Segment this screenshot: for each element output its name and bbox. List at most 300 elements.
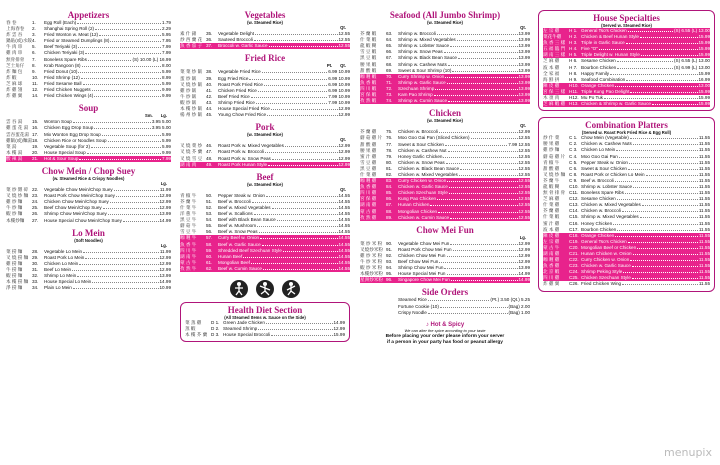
menu-item-name: Shrimp w. Mixed Vegetables xyxy=(398,37,456,43)
leader-dots xyxy=(452,68,517,72)
menu-item-name: Chicken Fried Rice xyxy=(218,87,257,93)
menu-item-name: Chicken w. Mixed Vegetables xyxy=(581,202,641,208)
menu-item-chinese: 牛 撈 麵 xyxy=(6,267,23,272)
menu-item-price: 15.99 xyxy=(698,52,710,58)
menu-item-price: 12.55 xyxy=(518,214,530,220)
menu-item-number: 15. xyxy=(32,119,39,125)
allergy-note-1: Before placing your order please inform your server xyxy=(385,333,505,339)
leader-dots xyxy=(255,31,337,35)
menu-item-price: 14.55 xyxy=(338,241,350,247)
menu-item-number: 49. xyxy=(206,161,213,167)
leader-dots xyxy=(613,221,698,225)
leader-dots xyxy=(637,245,698,249)
menu-item-name: Moo Goo Gai Pan xyxy=(581,153,618,159)
menu-item-name: Roast Pork Chow Mein/Chop Suey xyxy=(44,193,115,199)
menu-item-number: 60. xyxy=(206,253,213,259)
menu-item xyxy=(543,101,710,107)
menu-item xyxy=(180,112,350,118)
leader-dots xyxy=(617,227,698,231)
menu-item-name: Chicken w. Broccoli xyxy=(581,208,621,214)
menu-item-name: Plain Lo Mein xyxy=(44,285,72,291)
menu-item-number: 64. xyxy=(386,37,393,43)
menu-item-name: Sweet & Sour Shrimp (10) xyxy=(398,67,452,73)
menu-item-chinese: 腰 果 雞 xyxy=(543,141,560,147)
menu-item-price: 7.95 xyxy=(162,38,171,44)
health-title: Health Diet Section xyxy=(227,305,303,315)
menu-item-number: H10. xyxy=(569,82,579,88)
menu-item-name: Roast Pork w. Mixed Vegetables xyxy=(218,143,284,149)
leader-dots xyxy=(630,257,698,261)
menu-item-price: 14.55 xyxy=(338,204,350,210)
menu-item-number: C13. xyxy=(569,202,579,208)
menu-item-chinese: 無 骨 排 骨 xyxy=(543,190,566,196)
leader-dots xyxy=(459,172,518,176)
menu-item-name: Szechuan Shrimp xyxy=(398,85,435,91)
leader-dots xyxy=(85,50,161,54)
menu-item-name: Mix Wonton Egg Drop Soup xyxy=(44,131,101,137)
menu-item-name: Shrimp w. Garlic Sauce xyxy=(398,79,446,85)
menu-item-chinese: 蘑 菇 牛 xyxy=(180,223,197,229)
leader-dots xyxy=(453,247,518,251)
menu-item-price: 11.55 xyxy=(698,147,710,153)
combination-platters-box xyxy=(538,117,715,291)
menu-item-price: 8.00 xyxy=(162,62,171,68)
menu-item-name: Chicken w. Black Bean Sauce xyxy=(398,165,460,171)
leader-dots xyxy=(430,202,517,206)
menu-item-number: 61. xyxy=(206,259,213,265)
menu-item-name: Fried Wonton w. Meat (12) xyxy=(44,32,99,38)
menu-item-price: 12.99 xyxy=(333,326,345,332)
menu-item-price: 15.99 xyxy=(698,95,710,101)
menu-item-name: Five "O" xyxy=(581,46,598,52)
menu-item-name: Steamed Rice xyxy=(398,297,427,303)
menu-item-name: Chicken w. Garlic Sauce xyxy=(581,263,631,269)
seafood-subtitle: (w. Steamed Rice) xyxy=(427,20,463,25)
menu-item-name: Shrimp w. Lobster Sauce xyxy=(398,43,450,49)
menu-item-chinese: 湖 南 牛 xyxy=(180,253,197,259)
menu-item-name: Shrimp Chow Mein/Chop Suey xyxy=(44,211,107,217)
leader-dots xyxy=(450,43,517,47)
menu-item-number: H11. xyxy=(569,88,579,94)
menu-item-name: Beef w. Cumin Sauce xyxy=(218,265,262,271)
leader-dots xyxy=(114,187,159,191)
menu-item-chinese: 咖 喱 雞 xyxy=(360,178,377,184)
leader-dots xyxy=(617,65,673,69)
menu-item-price: 13.99 xyxy=(518,43,530,49)
menu-item-name: Bourbon Chicken xyxy=(581,226,617,232)
beef-size-header: Qt. xyxy=(340,186,346,192)
menu-item-number: C 8. xyxy=(569,171,578,177)
menu-item-price: 11.55 xyxy=(698,202,710,208)
menu-item-price: 12.55 xyxy=(518,202,530,208)
menu-item-chinese: 左 宗 雞 xyxy=(543,238,560,244)
menu-item-name: Vegetable Chow Mein/Chop Suey xyxy=(44,187,113,193)
leader-dots xyxy=(77,273,158,277)
menu-item-name: Beef w. Snow Peas xyxy=(218,229,258,235)
menu-item-number: 35. xyxy=(206,31,213,37)
menu-item-price: 14.55 xyxy=(338,247,350,253)
menu-item-name: Sesame Chicken xyxy=(581,196,616,202)
menu-item-number: 52. xyxy=(206,204,213,210)
leader-dots xyxy=(443,154,517,158)
menu-item-name: Kam Pao Shrimp xyxy=(398,92,433,98)
leader-dots xyxy=(254,37,338,41)
menu-item-chinese: 炸 麵 包 xyxy=(6,68,23,74)
menu-item-name: Chicken & Shrimp w. Garlic Sauce xyxy=(581,101,651,107)
menu-item-price: 5.99 xyxy=(162,143,171,149)
menu-item-chinese: 芝 麻 球 xyxy=(6,80,23,86)
chowmein-size-header: Lg. xyxy=(160,180,167,186)
menu-item-chinese: 雞 炒 麵 xyxy=(543,147,560,153)
menu-item xyxy=(180,162,350,168)
menu-item-number: D 1. xyxy=(211,320,220,325)
menu-item-number: C14. xyxy=(569,208,579,214)
leader-dots xyxy=(450,241,517,245)
menu-item-chinese: 四 川 牛 xyxy=(180,247,197,253)
menu-item-price: 12.99 xyxy=(338,112,350,118)
menu-item-number: C 1. xyxy=(569,135,578,141)
leader-dots xyxy=(254,211,338,215)
menu-item-name: Mongolian Chicken xyxy=(398,208,438,214)
menu-item-number: 89. xyxy=(386,214,393,220)
menu-item-chinese: 芥 蘭 雞 xyxy=(360,129,377,135)
menu-item-chinese: 魚 香 茄 子 xyxy=(180,43,203,49)
leader-dots xyxy=(447,178,517,182)
vegetables-list xyxy=(180,31,350,49)
menu-item-chinese: 魚 香 雞 xyxy=(543,263,560,269)
menu-item-chinese: 雞飯(或)麵湯 xyxy=(6,137,33,143)
menu-item-name: Chicken Chow Mei Fun xyxy=(398,253,446,258)
menu-item-number: C 5. xyxy=(569,159,578,165)
leader-dots xyxy=(428,310,508,314)
menu-item-chinese: 雲吞蛋花湯 xyxy=(6,131,29,137)
menu-item-name: Shanghai Spring Roll (2) xyxy=(44,26,95,32)
menu-item-chinese: 蒙 古 雞 xyxy=(360,208,377,214)
menu-item-number: C 9. xyxy=(569,177,578,183)
menu-item-chinese: 雞 蛋 花 湯 xyxy=(6,125,29,131)
menu-item-price: 14.99 xyxy=(518,277,530,283)
menu-item-number: 76. xyxy=(386,135,393,141)
menu-item-number: 20. xyxy=(32,149,39,155)
leader-dots xyxy=(458,55,518,59)
menu-item-number: 42. xyxy=(206,93,213,99)
leader-dots xyxy=(439,129,518,133)
menu-item-price: 11.55 xyxy=(698,196,710,202)
menu-item-price: 12.55 xyxy=(518,159,530,165)
seafood-title: Seafood (All Jumbo Shrimp) xyxy=(389,10,501,20)
menu-item-chinese: 青 椒 牛 xyxy=(180,192,197,198)
menu-item-name: Beef Fried Rice xyxy=(218,93,250,99)
friedrice-title: Fried Rice xyxy=(244,53,286,64)
menu-item-chinese: 上海春卷 xyxy=(6,26,25,32)
menu-item-number: 88. xyxy=(386,208,393,214)
leader-dots xyxy=(94,93,161,97)
menu-item-name: Triple Delight w. Hunan Style xyxy=(581,52,640,58)
menu-item-name: Mu Po Tuk xyxy=(581,95,603,101)
leader-dots xyxy=(449,184,518,188)
menu-item-price: 6.99 10.99 xyxy=(328,87,350,93)
menu-item-number: 36. xyxy=(206,37,213,43)
menu-item-price: 13.99 xyxy=(518,98,530,104)
menu-item-name: Broccoli w. Garlic Sauce xyxy=(218,43,268,49)
menu-item-number: 55. xyxy=(206,223,213,229)
menu-item-name: Beef w. Mixed Vegetables xyxy=(218,204,271,210)
menu-item-price: 12.55 xyxy=(518,178,530,184)
leader-dots xyxy=(267,112,337,116)
menu-item-chinese: 芝 麻 雞 xyxy=(543,58,560,64)
menu-item-price: (S) 6.99 (L) 13.00 xyxy=(673,64,710,70)
menu-item-name: Chicken w. Cashew Nuts xyxy=(581,141,632,147)
menu-item-price: 12.99 xyxy=(518,259,530,265)
house-specialties-box xyxy=(538,10,715,111)
leader-dots xyxy=(266,193,338,197)
leader-dots xyxy=(123,218,159,222)
leader-dots xyxy=(471,135,518,139)
menu-item-name: House Special Broccoli xyxy=(223,332,271,338)
seafood-list xyxy=(360,31,530,104)
pork-size-header: Qt. xyxy=(340,137,346,143)
menu-item-number: 94. xyxy=(386,265,393,271)
leader-dots xyxy=(640,34,698,38)
menu-item-chinese: 腰 果 雞 xyxy=(360,147,377,153)
menu-item-name: Steamed Shrimp xyxy=(223,326,258,332)
menu-item-name: Fried Chicken Wing xyxy=(581,281,622,287)
menu-item-price: 6.99 10.99 xyxy=(328,81,350,87)
menu-item-chinese: 雞 炒 飯 xyxy=(180,87,197,93)
menu-item-number: H 2. xyxy=(569,34,578,40)
leader-dots xyxy=(108,138,161,142)
leader-dots xyxy=(445,74,517,78)
leader-dots xyxy=(277,217,338,221)
pork-list xyxy=(180,143,350,167)
menu-item-price: 13.99 xyxy=(518,55,530,61)
leader-dots xyxy=(272,205,338,209)
menu-item-name: Vegetable Fried Rice xyxy=(218,69,261,75)
menu-item-number: C12. xyxy=(569,196,579,202)
leader-dots xyxy=(448,62,518,66)
menu-item-name: Green Jade Chicken xyxy=(223,320,265,325)
menu-item-price: 9.99 xyxy=(162,87,171,93)
menu-item-chinese: 鍋貼(或)水餃 xyxy=(6,38,33,44)
menu-item-chinese: 本 樓 湯 xyxy=(6,149,23,155)
menu-item-number: 67. xyxy=(386,55,393,61)
menu-item-number: 51. xyxy=(206,198,213,204)
menu-item-name: House Special Lo Mein xyxy=(44,279,92,285)
menu-item-chinese: 牛 炒 麵 xyxy=(6,205,23,211)
menu-item-price: 13.99 xyxy=(518,37,530,43)
menu-item-name: Shrimp w. Broccoli xyxy=(398,31,436,37)
leader-dots xyxy=(271,332,332,336)
menu-item-name: Shrimp w. Cumin Sauce xyxy=(398,98,448,104)
menu-item xyxy=(180,43,350,49)
menu-item-name: Curry Shrimp w. Onion xyxy=(398,73,445,79)
leader-dots xyxy=(251,94,328,98)
menu-item-number: H 4. xyxy=(569,46,578,52)
menu-item-price: 13.99 xyxy=(159,211,171,217)
menu-item-chinese: 咖 喱 牛 xyxy=(180,235,197,241)
menu-item-name: Sauteed Broccoli xyxy=(218,37,253,43)
leader-dots xyxy=(116,193,159,197)
menu-item-chinese: 本 樓 芥 蘭 xyxy=(185,332,208,338)
leader-dots xyxy=(642,202,698,206)
leader-dots xyxy=(81,75,161,79)
menu-item-price: 5.99 xyxy=(162,137,171,143)
menu-item-chinese: 黑 豆 雞 xyxy=(360,165,377,171)
menu-item-name: Chicken Egg Drop Soup xyxy=(44,125,94,131)
menu-item-price: 11.55 xyxy=(698,257,710,263)
menu-item-number: 81. xyxy=(386,165,393,171)
leader-dots xyxy=(444,265,517,269)
menu-item-price: 14.55 xyxy=(338,217,350,223)
menu-item-chinese: 黑 豆 蝦 xyxy=(360,55,377,61)
leader-dots xyxy=(626,40,698,44)
menu-item xyxy=(6,156,171,162)
leader-dots xyxy=(103,205,159,209)
leader-dots xyxy=(652,101,698,105)
leader-dots xyxy=(460,166,517,170)
vegetables-title: Vegetables xyxy=(244,10,286,20)
menu-item-number: 83. xyxy=(386,178,393,184)
menu-item-price: 7.99 xyxy=(162,50,171,56)
menu-item-name: Beef w. Broccoli xyxy=(218,198,251,204)
combo-list xyxy=(543,135,710,287)
menu-item-price: 11.55 xyxy=(698,177,710,183)
menu-item-price: (S) 6.55 (L) 13.00 xyxy=(673,28,710,33)
menu-item-chinese: 牛 肉 串 xyxy=(6,44,23,50)
menu-item-number: 12. xyxy=(32,87,39,93)
menu-item-number: 34. xyxy=(32,285,39,291)
menu-item-chinese: 炸 雲 吞 xyxy=(6,32,23,38)
menu-item-price: 11.55 xyxy=(698,208,710,214)
menu-item-chinese: 魚 香 牛 xyxy=(180,241,197,247)
leader-dots xyxy=(448,98,517,102)
menu-item-number: 72. xyxy=(386,85,393,91)
leader-dots xyxy=(622,281,698,285)
combo-subtitle: (Served w. Roast Pork Fried Rice & Egg Roll) xyxy=(581,130,672,136)
menu-item-number: 57. xyxy=(206,235,213,241)
menu-item-chinese: 炸 雞 翼 xyxy=(543,281,560,287)
menu-item-name: Moo Goo Gai Pan (Sliced Chicken) xyxy=(398,135,470,141)
menu-item-number: 59. xyxy=(206,247,213,253)
menu-item-price: 7.99 12.55 xyxy=(508,141,530,147)
menu-item-name: Pepper Steak w. Onion xyxy=(218,192,265,198)
menu-item-number: 23. xyxy=(32,193,39,199)
menu-item-number: H12. xyxy=(569,95,579,101)
menu-item-chinese: 菜 菜 炒 飯 xyxy=(180,69,203,75)
menu-item-number: C18. xyxy=(569,232,579,238)
menu-item-number: 91. xyxy=(386,246,393,252)
menu-item-price: 11.55 xyxy=(698,251,710,256)
health-subtitle: (All Steamed Items w. Sauce on the Side) xyxy=(224,315,306,320)
menu-item-name: Young Chow Fried Rice xyxy=(218,112,267,118)
menu-item-number: 22. xyxy=(32,187,39,193)
menu-item-name: Chicken w. Mixed Vegetables xyxy=(398,171,458,177)
menu-item-number: 56. xyxy=(206,229,213,235)
menu-item-number: 1. xyxy=(32,20,36,25)
menu-item-price: 11.55 xyxy=(698,214,710,220)
menu-item-number: 47. xyxy=(206,149,213,155)
menu-item-number: 41. xyxy=(206,87,213,93)
menu-item-number: 19. xyxy=(32,143,39,149)
watermark: menupix xyxy=(664,446,712,459)
menu-item-number: 11. xyxy=(32,80,39,86)
menu-item-price: 14.55 xyxy=(338,192,350,198)
menu-item-number: 37. xyxy=(206,43,213,49)
menu-item-number: C22. xyxy=(569,257,579,263)
menu-item-price: 5.95 xyxy=(162,32,171,38)
leader-dots xyxy=(626,77,697,81)
menu-item-name: Chicken Szechuan Style xyxy=(581,275,631,281)
menu-item-name: Chicken Szechuan Style xyxy=(398,190,448,196)
leader-dots xyxy=(72,267,158,271)
leader-dots xyxy=(451,277,518,281)
menu-item-number: C10. xyxy=(569,183,579,189)
menu-item-chinese: 波 本 雞 xyxy=(543,226,560,232)
menu-item-number: H 5. xyxy=(569,52,578,58)
menu-item-name: Shrimp w. Lobster Sauce xyxy=(581,183,633,189)
menu-item-price: 12.99 xyxy=(338,143,350,149)
menu-item-chinese: 叉 燒 雪 豆 xyxy=(180,155,203,161)
menu-item-name: Curry Chicken w. Onion xyxy=(581,257,630,263)
menu-item-chinese: 蝦 炒 米 粉 xyxy=(360,265,383,271)
menu-item-chinese: 北 京 蝦 xyxy=(543,269,560,275)
menu-item-chinese: 叉 燒 菜 炒 xyxy=(180,143,203,149)
vegetables-size-header: Qt. xyxy=(340,25,346,30)
menu-item-chinese: 蘑 菇 雞 片 xyxy=(360,135,383,141)
menu-item-number: 95. xyxy=(386,271,393,277)
leader-dots xyxy=(619,154,698,158)
menu-item-price: 9.99 xyxy=(162,149,171,155)
menu-item-name: General Tso's Chicken xyxy=(581,238,627,244)
menu-item-price: 6.99 10.99 xyxy=(328,75,350,81)
leader-dots xyxy=(83,249,159,253)
menu-item-price: 14.55 xyxy=(338,198,350,204)
menu-item-name: Chicken Teriyaki (3) xyxy=(44,50,85,56)
menu-item-number: 31. xyxy=(32,267,39,272)
menu-item-name: Vegetable Soup (for 2) xyxy=(44,143,90,149)
menu-item-price: 13.99 xyxy=(518,73,530,79)
leader-dots xyxy=(604,95,698,99)
leader-dots xyxy=(266,320,333,324)
menu-item-name: Beef w. Scallions xyxy=(218,211,253,217)
menu-item-number: H 9. xyxy=(569,76,578,82)
column-4 xyxy=(538,6,715,292)
pork-title: Pork xyxy=(255,122,275,133)
menu-item-number: 9. xyxy=(32,68,36,74)
soup-size-header: Sm. Lg. xyxy=(145,113,167,119)
menu-item-name: Sweet & Sour Chicken xyxy=(581,165,627,171)
menu-item-price: (Bag) 2.00 xyxy=(508,303,530,309)
menu-item-name: Fried Chicken Nuggets xyxy=(44,87,91,93)
exercise-figure-icon xyxy=(256,280,274,298)
menu-item-chinese: 湖 南 三 樣 xyxy=(543,52,566,58)
leader-dots xyxy=(258,326,332,330)
menu-item-price: 12.99 xyxy=(518,246,530,252)
menu-item-chinese: 無骨排骨 xyxy=(6,56,25,62)
menu-item-number: 69. xyxy=(386,67,393,73)
leader-dots xyxy=(256,100,328,104)
menu-item-number: D 3. xyxy=(211,332,220,338)
menu-item-chinese: 芝 麻 蝦 雞 xyxy=(543,101,566,107)
menu-item-name: Beef Lo Mein xyxy=(44,267,72,272)
menu-item xyxy=(180,266,350,272)
menu-item-price: 11.55 xyxy=(698,263,710,269)
menu-item-number: 32. xyxy=(32,273,39,279)
leader-dots xyxy=(615,83,697,87)
combo-title: Combination Platters xyxy=(585,120,668,131)
menu-item-price: 13.99 xyxy=(518,31,530,37)
leader-dots xyxy=(79,261,158,265)
